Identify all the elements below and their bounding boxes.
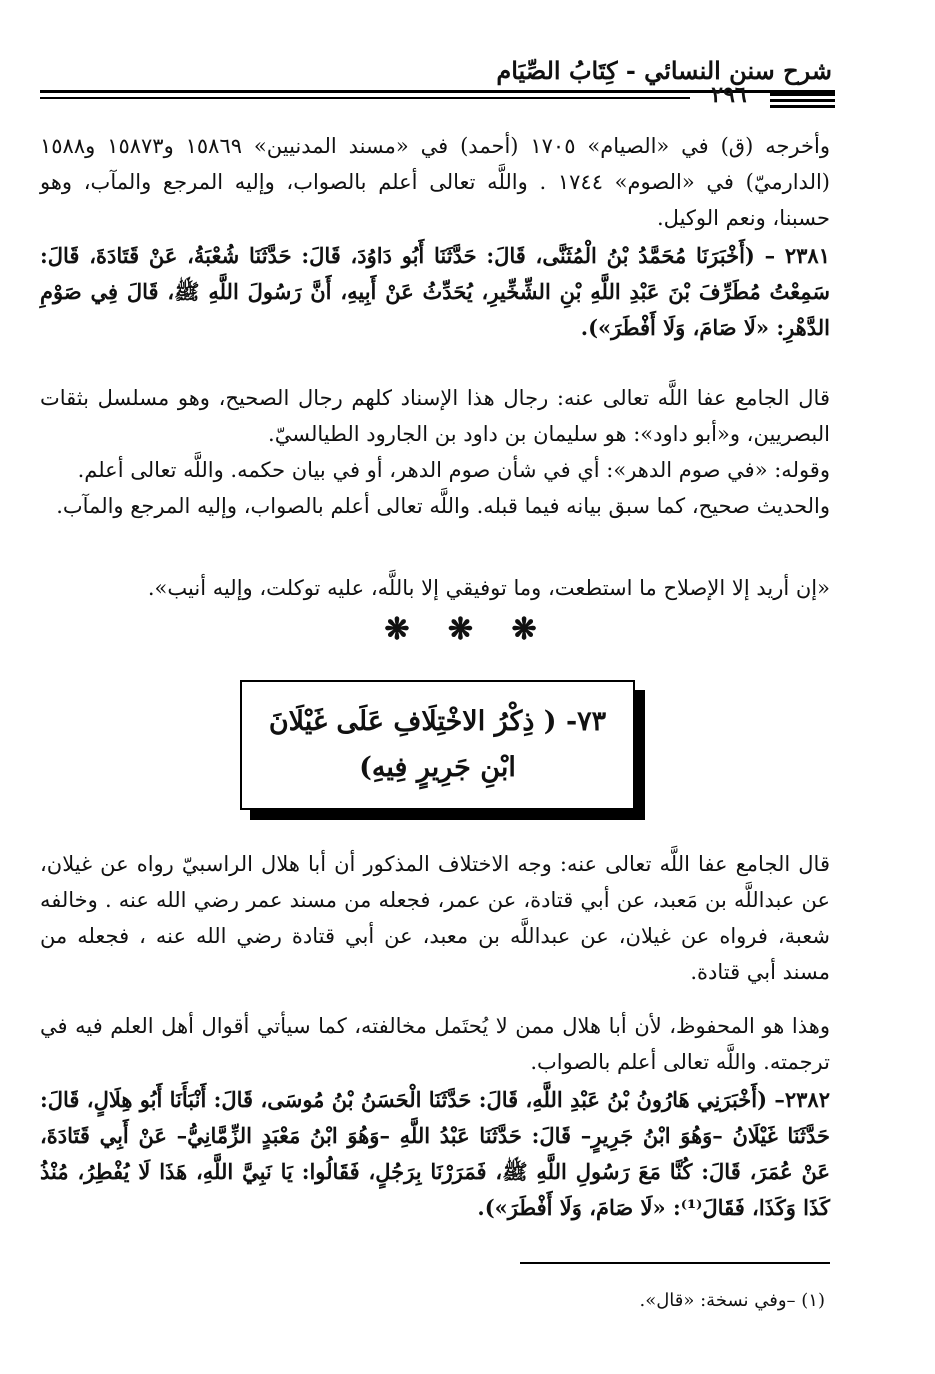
page-number-ornament: [770, 105, 835, 108]
paragraph-closing-dua: «إن أريد إلا الإصلاح ما استطعت، وما توفيقي إلا باللَّه، عليه توكلت، وإليه أنيب».: [147, 576, 830, 600]
section-separator: ❋ ❋ ❋: [384, 612, 551, 647]
running-header-title: شرح سنن النسائي - كِتَابُ الصِّيَام: [496, 56, 832, 85]
paragraph-isnad-note: قال الجامع عفا اللَّه تعالى عنه: رجال هذا الإسناد كلهم رجال الصحيح، وهو مسلسل بثقات البصريين، و«أبو داود»: هو سليمان بن داود بن الجارود الطيالسيّ.: [40, 386, 830, 446]
header-rule-lower: [40, 97, 690, 99]
paragraph-mahfuz: وهذا هو المحفوظ، لأن أبا هلال ممن لا يُحتَمل مخالفته، كما سيأتي أقوال أهل العلم فيه في ترجمته. واللَّه تعالى أعلم بالصواب.: [40, 1014, 830, 1074]
hadith-2382: ٢٣٨٢– (أَخْبَرَنِي هَارُونُ بْنُ عَبْدِ اللَّهِ، قَالَ: حَدَّثَنَا الْحَسَنُ بْنُ مُوسَى، قَالَ: أَنْبَأَنَا أَبُو هِلَالٍ، قَالَ: حَدَّثَنَا غَيْلَانُ –وَهُوَ ابْنُ جَرِيرٍ– قَالَ: حَدَّثَنَا عَبْدُ اللَّهِ –وَهُوَ ابْنُ مَعْبَدٍ الزِّمَّانِيُّ– عَنْ أَبِي قَتَادَةَ، عَنْ عُمَرَ، قَالَ: كُنَّا مَعَ رَسُولِ اللَّهِ ﷺ، فَمَرَرْنَا بِرَجُلٍ، فَقَالُوا: يَا نَبِيَّ اللَّهِ، هَذَا لَا يُفْطِرُ، مُنْذُ كَذَا وَكَذَا، فَقَالَ⁽¹⁾: «لَا صَامَ، وَلَا أَفْطَرَ»).: [40, 1087, 830, 1220]
page-number: ٢٩٦: [711, 82, 747, 108]
page-number-ornament: [770, 93, 835, 96]
page-number-ornament: [770, 99, 835, 102]
hadith-2381: ٢٣٨١ – (أَخْبَرَنَا مُحَمَّدُ بْنُ الْمُثَنَّى، قَالَ: حَدَّثَنَا أَبُو دَاوُدَ، قَالَ: حَدَّثَنَا شُعْبَةُ، عَنْ قَتَادَةَ، قَالَ: سَمِعْتُ مُطَرِّفَ بْنَ عَبْدِ اللَّهِ بْنِ الشِّخِّيرِ، يُحَدِّثُ عَنْ أَبِيهِ، أَنَّ رَسُولَ اللَّهِ ﷺ، قَالَ فِي صَوْمِ الدَّهْرِ: «لَا صَامَ، وَلَا أَفْطَرَ»).: [40, 243, 830, 340]
paragraph-ikhtilaf: قال الجامع عفا اللَّه تعالى عنه: وجه الاختلاف المذكور أن أبا هلال الراسبيّ رواه عن غيلان، عن عبداللَّه بن مَعبد، عن أبي قتادة، عن عمر، فجعله من مسند عمر رضي الله عنه . وخالفه شعبة، فرواه عن غيلان، عن عبداللَّه بن معبد، عن أبي قتادة رضي الله عنه ، فجعله من مسند أبي قتادة.: [40, 852, 830, 984]
footnote: (١) –وفي نسخة: «قال».: [639, 1290, 825, 1311]
chapter-heading-box: [240, 680, 635, 810]
paragraph-ruling: والحديث صحيح، كما سبق بيانه فيما قبله. واللَّه تعالى أعلم بالصواب، وإليه المرجع والمآب.: [56, 494, 830, 518]
paragraph-takhrij: وأخرجه (ق) في «الصيام» ١٧٠٥ (أحمد) في «مسند المدنيين» ١٥٨٦٩ و١٥٨٧٣ و١٥٨٨ (الدارميّ) في «الصوم» ١٧٤٤ . واللَّه تعالى أعلم بالصواب، وإليه المرجع والمآب، وهو حسبنا، ونعم الوكيل.: [40, 134, 830, 230]
paragraph-meaning: وقوله: «في صوم الدهر»: أي في شأن صوم الدهر، أو في بيان حكمه. واللَّه تعالى أعلم.: [77, 458, 830, 482]
chapter-title-line2: ابْنِ جَرِيرٍ فِيهِ): [359, 752, 516, 783]
footnote-rule: [520, 1262, 830, 1264]
chapter-title-line1: ٧٣- ( ذِكْرُ الاخْتِلَافِ عَلَى غَيْلَانَ: [268, 706, 607, 737]
